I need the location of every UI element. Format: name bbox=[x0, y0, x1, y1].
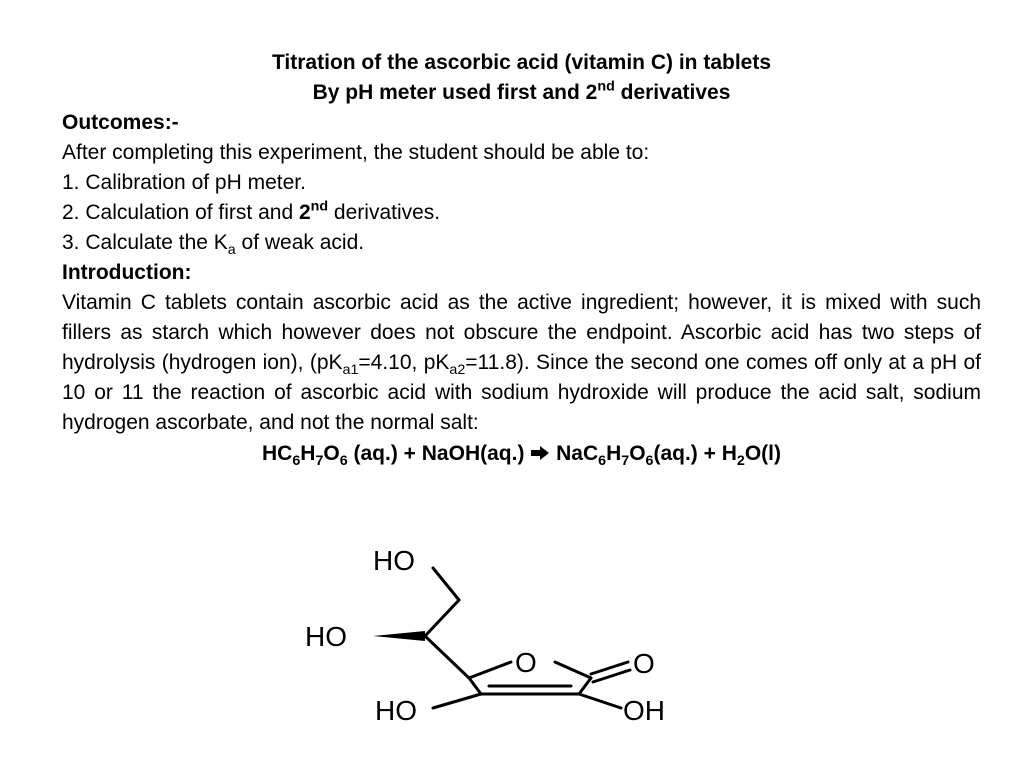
label-oh-bottom: OH bbox=[623, 695, 665, 726]
introduction-heading: Introduction: bbox=[62, 261, 192, 284]
outcome-item-1: 1. Calibration of pH meter. bbox=[62, 171, 306, 194]
document-subtitle: By pH meter used first and 2nd derivatives bbox=[312, 78, 731, 104]
outcome-item-2: 2. Calculation of first and 2nd derivatives. bbox=[62, 198, 441, 224]
label-ho-bottom: HO bbox=[375, 695, 417, 726]
title-line-1: Titration of the ascorbic acid (vitamin C) in tablets bbox=[271, 51, 772, 74]
label-ho-top: HO bbox=[373, 545, 415, 576]
label-ring-oxygen: O bbox=[515, 647, 537, 678]
label-ho-middle: HO bbox=[305, 621, 347, 652]
outcome-item-3: 3. Calculate the $K_a$ of weak acid. bbox=[62, 231, 365, 258]
ascorbic-acid-structure bbox=[283, 538, 708, 734]
outcomes-heading: Outcomes:- bbox=[62, 111, 179, 134]
label-carbonyl-oxygen: O bbox=[633, 648, 655, 679]
ascorbic-acid-structure-diagram bbox=[283, 538, 708, 734]
outcomes-intro: After completing this experiment, the student should be able to: bbox=[62, 141, 650, 164]
wedge-bond bbox=[373, 631, 425, 641]
document-title bbox=[62, 48, 981, 78]
reaction-arrow-icon bbox=[530, 445, 550, 461]
introduction-paragraph: Vitamin C tablets contain ascorbic acid as the active ingredient; however, it is mixed with such fillers as starch which however does not obscure the endpoint. Ascorbic acid has two steps of hydrolysis (hydrogen ion), ($pK_{a1}=4.10$, $pK_{a2}=11.8$). Since the second one comes off only at a pH of 10 or 11 the reaction of ascorbic acid with sodium hydroxide will produce the acid salt, sodium hydrogen ascorbate, and not the normal salt: bbox=[62, 291, 981, 434]
reaction-equation: $HC_6H_7O_6$ (aq.) + NaOH(aq.) $NaC_6H_7O_6(aq.) + H_2O(l)$ bbox=[262, 442, 781, 469]
document-page bbox=[62, 48, 981, 470]
